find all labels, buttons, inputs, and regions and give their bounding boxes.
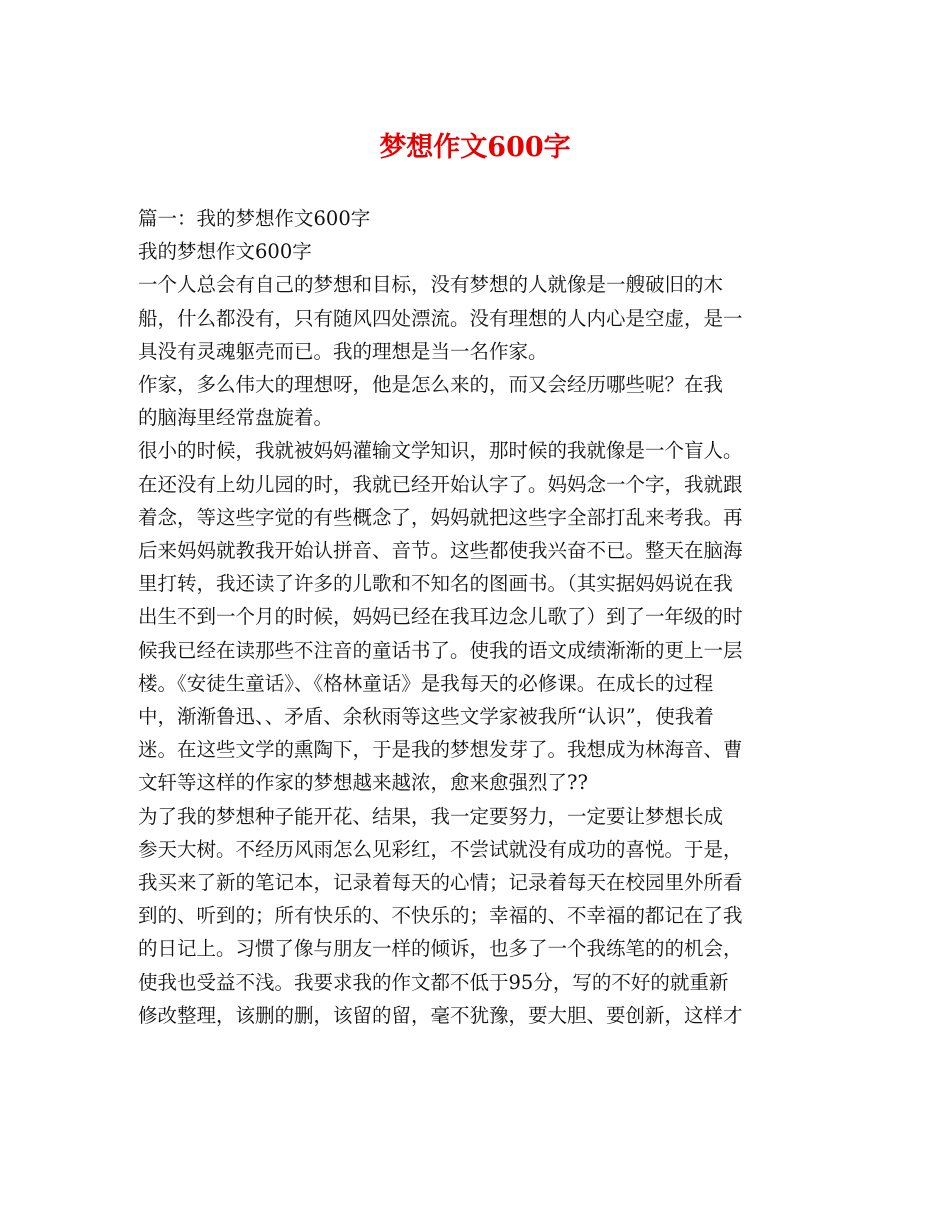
essay-line: 的日记上。习惯了像与朋友一样的倾诉，也多了一个我练笔的的机会， [138,937,743,961]
essay-line: 后来妈妈就教我开始认拼音、音节。这些都使我兴奋不已。整天在脑海 [138,539,743,563]
section-heading: 篇一：我的梦想作文600字 [138,207,371,230]
essay-line: 船，什么都没有，只有随风四处漂流。没有理想的人内心是空虚，是一 [138,306,743,330]
essay-line: 使我也受益不浅。我要求我的作文都不低于95分，写的不好的就重新 [138,970,729,994]
essay-paragraphs [138,268,818,1032]
essay-line: 候我已经在读那些不注音的童话书了。使我的语文成绩渐渐的更上一层 [138,638,743,662]
essay-line: 着念，等这些字觉的有些概念了，妈妈就把这些字全部打乱来考我。再 [138,505,743,529]
essay-line: 里打转，我还读了许多的儿歌和不知名的图画书。（其实据妈妈说在我 [138,572,733,596]
sub-heading: 我的梦想作文600字 [138,240,312,264]
essay-line: 一个人总会有自己的梦想和目标，没有梦想的人就像是一艘破旧的木 [138,273,724,297]
essay-line: 在还没有上幼儿园的时，我就已经开始认字了。妈妈念一个字，我就跟 [138,472,743,496]
essay-line: 为了我的梦想种子能开花、结果，我一定要努力，一定要让梦想长成 [138,804,724,828]
essay-line: 的脑海里经常盘旋着。 [138,406,334,430]
essay-line: 迷。在这些文学的熏陶下，于是我的梦想发芽了。我想成为林海音、曹 [138,738,743,762]
essay-line: 楼。《安徒生童话》、《格林童话》是我每天的必修课。在成长的过程 [138,671,714,695]
essay-line: 很小的时候，我就被妈妈灌输文学知识，那时候的我就像是一个盲人。 [138,439,743,463]
essay-line: 参天大树。不经历风雨怎么见彩红，不尝试就没有成功的喜悦。于是， [138,837,743,861]
document-title: 梦想作文600字 [379,132,571,163]
essay-line: 中，渐渐鲁迅、、矛盾、余秋雨等这些文学家被我所“认识”，使我着 [138,705,714,729]
essay-line: 修改整理，该删的删，该留的留，毫不犹豫，要大胆、要创新，这样才 [138,1003,743,1027]
essay-line: 文轩等这样的作家的梦想越来越浓，愈来愈强烈了?? [138,771,588,795]
document-body [138,202,818,1032]
essay-line: 我买来了新的笔记本，记录着每天的心情；记录着每天在校园里外所看 [138,871,743,895]
essay-line: 作家，多么伟大的理想呀，他是怎么来的，而又会经历哪些呢？在我 [138,373,724,397]
essay-line: 出生不到一个月的时候，妈妈已经在我耳边念儿歌了）到了一年级的时 [138,605,743,629]
essay-line: 具没有灵魂躯壳而已。我的理想是当一名作家。 [138,339,548,363]
essay-line: 到的、听到的；所有快乐的、不快乐的；幸福的、不幸福的都记在了我 [138,904,743,928]
